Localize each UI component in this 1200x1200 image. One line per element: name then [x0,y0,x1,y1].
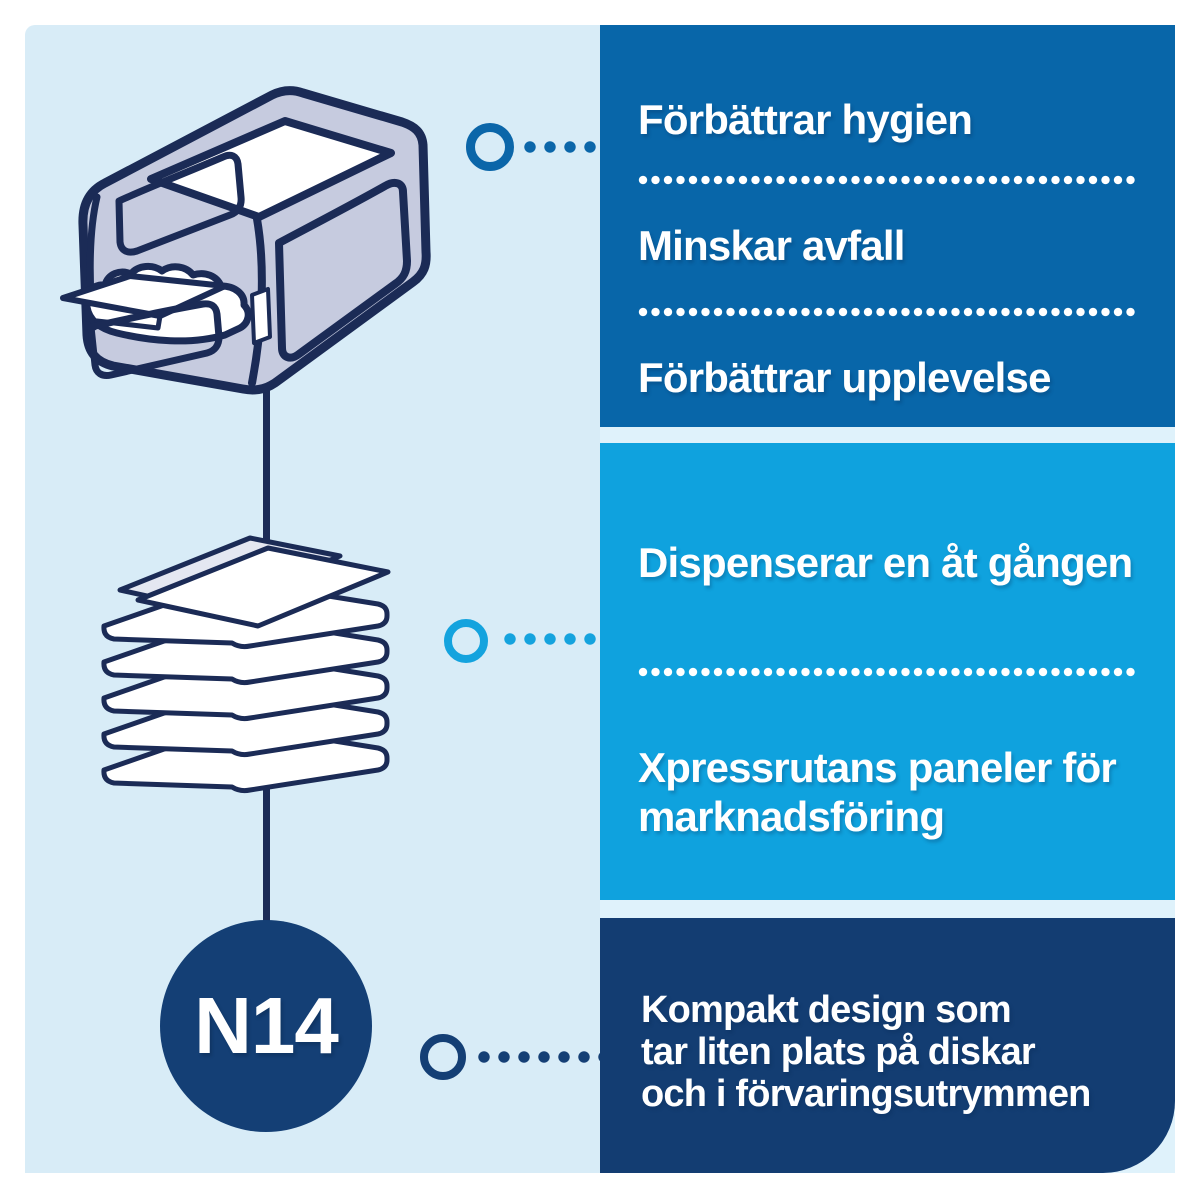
feature-dispense: Dispenserar en åt gången [638,539,1133,586]
benefit-hygiene: Förbättrar hygien [638,96,973,143]
connector-ring-top [466,123,514,171]
design-line2: tar liten plats på diskar [641,1031,1035,1073]
dispenser-side-tab [252,289,270,343]
napkin-dispenser-illustration [55,85,445,405]
design-line1: Kompakt design som [641,989,1011,1031]
napkin-stack-illustration [90,512,410,804]
benefit-experience: Förbättrar upplevelse [638,354,1051,401]
benefit-waste: Minskar avfall [638,222,905,269]
feature-adpanel-line2: marknadsföring [638,793,945,840]
connector-ring-bottom [420,1034,466,1080]
panel-design [600,918,1175,1173]
dotted-separator [638,175,1138,185]
feature-adpanel-line1: Xpressrutans paneler för [638,744,1116,791]
model-badge [160,920,372,1132]
panel-features [600,443,1175,900]
dotted-separator [638,667,1138,677]
connector-dots-middle [504,633,602,645]
panel-benefits [600,25,1175,427]
connector-dots-top [524,141,602,153]
design-line3: och i förvaringsutrymmen [641,1073,1091,1115]
connector-ring-middle [444,619,488,663]
model-badge-label: N14 [194,981,338,1070]
connector-dots-bottom [478,1051,602,1063]
dotted-separator [638,307,1138,317]
